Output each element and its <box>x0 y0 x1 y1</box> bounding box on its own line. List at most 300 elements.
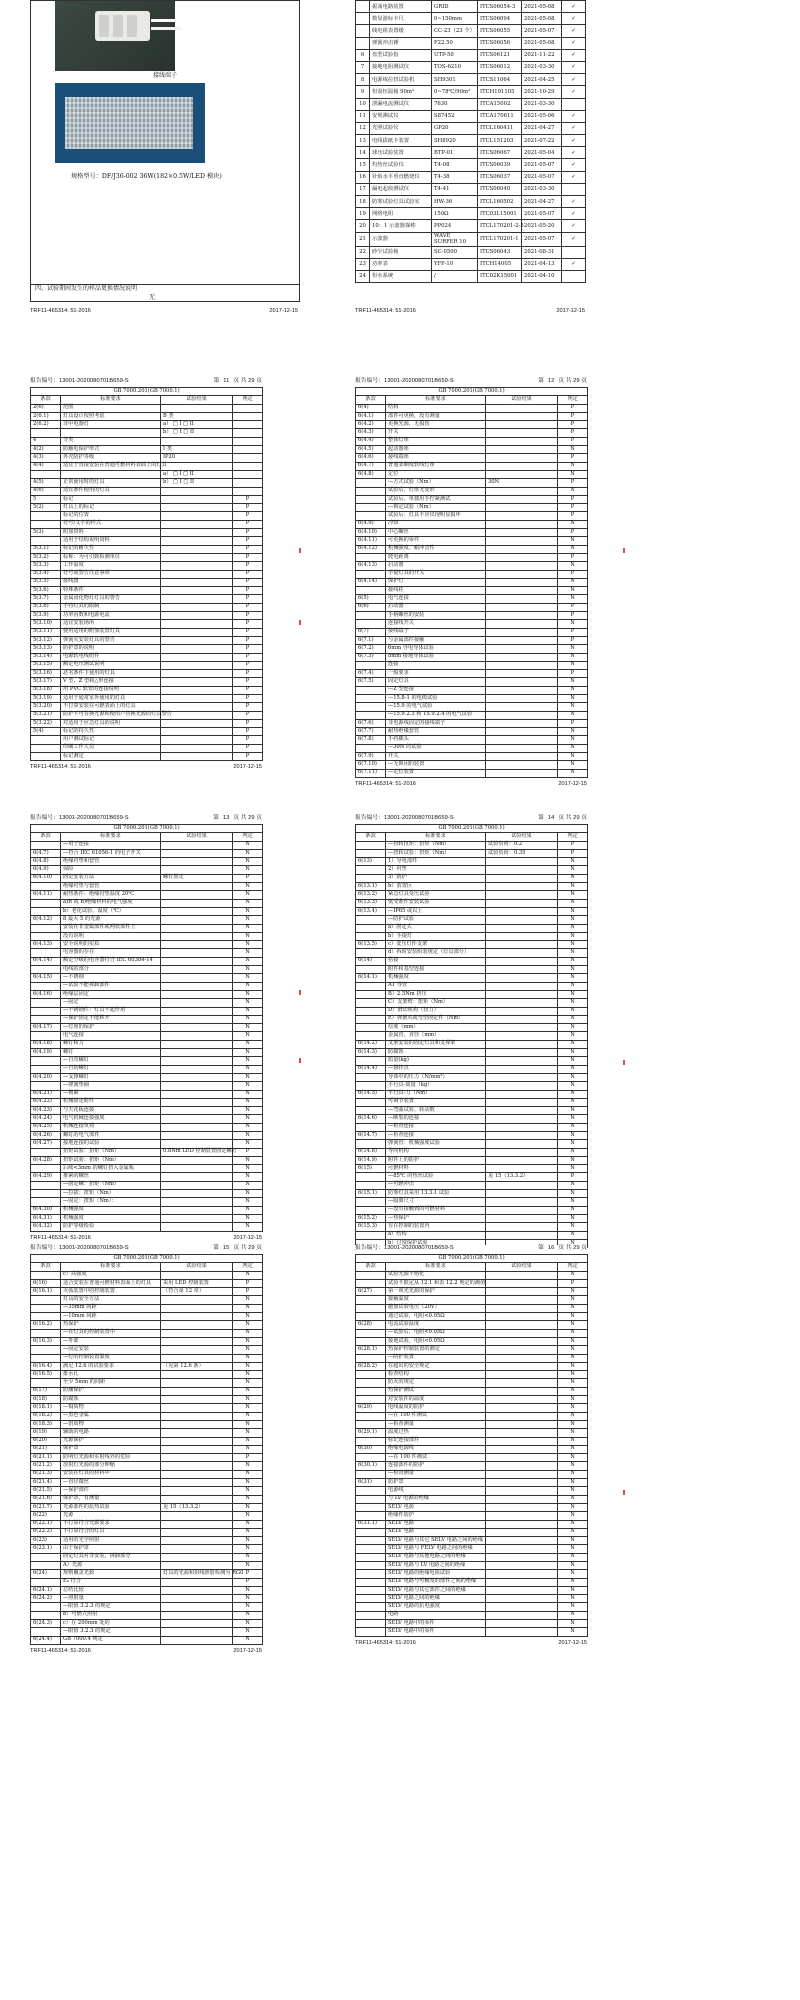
table-row <box>356 628 588 636</box>
result-cell <box>486 1603 558 1611</box>
verdict-cell: P <box>233 529 263 537</box>
clause-cell: 6(4.7) <box>356 462 386 470</box>
verdict-cell: N <box>558 1620 588 1628</box>
result-cell <box>161 628 233 636</box>
requirement-cell: 低受准件安装试验 <box>386 899 486 907</box>
requirement-cell: 防护等级检验 <box>61 1223 161 1231</box>
result-cell <box>486 1379 558 1387</box>
table-row <box>31 553 263 561</box>
clause-cell: 6(4.8) <box>356 470 386 478</box>
clause-cell: 2(6.1) <box>31 412 61 420</box>
requirement-cell: —灯座的保护 <box>61 1024 161 1032</box>
verdict-cell: P <box>233 553 263 561</box>
standard-title: GB 7000.201(GB 7000.1) <box>356 1255 588 1263</box>
requirement-cell: 平行具-质量（kg） <box>386 1082 486 1090</box>
requirement-cell: —外部 <box>61 1337 161 1345</box>
verdict-cell: N <box>558 1329 588 1337</box>
result-cell <box>486 694 558 702</box>
clause-cell <box>31 753 61 761</box>
table-row <box>31 678 263 686</box>
result-cell <box>486 1040 558 1048</box>
result-cell <box>486 1570 558 1578</box>
clause-cell: 6(6) <box>356 603 386 611</box>
table-row <box>356 537 588 545</box>
clause-cell <box>356 1371 386 1379</box>
clause-cell: 6(23.1) <box>31 1545 61 1553</box>
equipment-row <box>356 1 586 13</box>
clause-cell: 5(3.22) <box>31 719 61 727</box>
table-row <box>31 1545 263 1553</box>
verdict-cell: P <box>233 578 263 586</box>
requirement-cell: 电线温度的防护 <box>386 1404 486 1412</box>
result-cell <box>486 412 558 420</box>
result-cell <box>486 858 558 866</box>
requirement-cell: 保险 <box>61 866 161 874</box>
table-row <box>356 1032 588 1040</box>
requirement-cell: 机械固定附件 <box>61 1098 161 1106</box>
result-cell <box>161 1123 233 1131</box>
table-row <box>31 529 263 537</box>
requirement-cell: —检查连接 <box>386 1123 486 1131</box>
clause-cell <box>356 1073 386 1081</box>
clause-cell: 6(24.1) <box>31 1586 61 1594</box>
clause-cell: 6(14.4) <box>356 1065 386 1073</box>
clause-cell: 5(3.2) <box>31 553 61 561</box>
table-row <box>31 1595 263 1603</box>
clause-cell: 6(4.13) <box>31 941 61 949</box>
equipment-cell-date: 2021-05-07 <box>522 25 562 37</box>
requirement-cell: 手持灯具的限制 <box>61 603 161 611</box>
table-row <box>356 1553 588 1561</box>
verdict-cell <box>233 404 263 412</box>
result-cell <box>161 1313 233 1321</box>
equipment-cell-date: 2021-05-08 <box>522 37 562 49</box>
result-cell <box>161 1611 233 1619</box>
table-row <box>31 495 263 503</box>
column-header-result: 试验结果 <box>161 833 233 841</box>
verdict-cell: N <box>558 1024 588 1032</box>
table-row <box>356 1503 588 1511</box>
clause-cell <box>31 1190 61 1198</box>
clause-cell: 6(24.3) <box>31 1620 61 1628</box>
equipment-cell-name: 电源线拉扭试验机 <box>370 74 432 86</box>
requirement-cell: 非中电器灯 <box>61 421 161 429</box>
table-row <box>356 694 588 702</box>
table-row <box>356 620 588 628</box>
verdict-cell: P <box>233 495 263 503</box>
result-cell <box>486 728 558 736</box>
result-cell <box>161 1140 233 1148</box>
requirement-cell: 可更换的零件 <box>386 537 486 545</box>
verdict-cell: N <box>233 1371 263 1379</box>
requirement-cell: 不打算符合的灯具 <box>61 1528 161 1536</box>
table-row <box>31 545 263 553</box>
requirement-cell: —弯曲试验、转动数 <box>386 1107 486 1115</box>
result-cell <box>486 941 558 949</box>
result-cell: IP20 <box>161 454 233 462</box>
requirement-cell: 手提灯具的开关 <box>386 570 486 578</box>
table-row <box>31 1271 263 1279</box>
equipment-cell-no: 23 <box>356 258 370 270</box>
page-header <box>355 1245 587 1254</box>
report-number: 报告编号：13001-2020080701B659-S <box>30 1245 129 1251</box>
verdict-cell: P <box>233 628 263 636</box>
result-cell <box>486 1586 558 1594</box>
page-header <box>355 815 587 824</box>
equipment-cell-date: 2021-03-30 <box>522 183 562 195</box>
table-row <box>356 1346 588 1354</box>
verdict-cell: N <box>558 1412 588 1420</box>
requirement-cell: 3）防护 <box>386 874 486 882</box>
requirement-cell: 导体中的压力（N/mm²） <box>386 1073 486 1081</box>
result-cell <box>486 670 558 678</box>
equipment-cell-id: ITCS06037 <box>478 171 522 183</box>
requirement-cell: —照射量 <box>61 1595 161 1603</box>
verdict-cell: N <box>233 966 263 974</box>
verdict-cell: N <box>558 1015 588 1023</box>
verdict-cell: N <box>233 1586 263 1594</box>
table-row <box>356 587 588 595</box>
equipment-cell-no: 6 <box>356 49 370 61</box>
result-cell <box>486 595 558 603</box>
table-row <box>356 1570 588 1578</box>
table-row <box>356 553 588 561</box>
clause-cell: 5(3.3) <box>31 562 61 570</box>
clause-cell: 6(7.11) <box>356 769 386 777</box>
clause-cell: 5(3.14) <box>31 653 61 661</box>
requirement-cell: 接线端子 <box>386 628 486 636</box>
equipment-cell-id: ITCS06039 <box>478 159 522 171</box>
verdict-cell: N <box>233 1173 263 1181</box>
report-number: 报告编号：13001-2020080701B659-S <box>30 378 129 384</box>
verdict-cell: N <box>233 1024 263 1032</box>
equipment-cell-no: 10 <box>356 98 370 110</box>
verdict-cell: P <box>233 504 263 512</box>
equipment-cell-id: ITCL160411 <box>478 122 522 134</box>
verdict-cell: N <box>233 924 263 932</box>
requirement-cell: —自切螺钉 <box>61 1065 161 1073</box>
clause-cell: 6(4.32) <box>31 1223 61 1231</box>
verdict-cell: P <box>233 1578 263 1586</box>
requirement-cell: 8 最大 5 的光源 <box>61 916 161 924</box>
requirement-cell: 试验不限定从 12.1 和表 12.2 规定的测值 <box>386 1279 486 1287</box>
requirement-cell: 与天花板连接 <box>61 1107 161 1115</box>
table-row <box>31 1288 263 1296</box>
table-row <box>31 1528 263 1536</box>
clause-cell: 6(7.8) <box>356 736 386 744</box>
table-row <box>31 595 263 603</box>
verdict-cell: N <box>558 753 588 761</box>
equipment-cell-chk <box>562 270 586 282</box>
result-cell <box>486 1437 558 1445</box>
requirement-cell: 额定电压测试说明 <box>61 661 161 669</box>
clause-cell <box>31 1007 61 1015</box>
requirement-cell: 机械强度 <box>386 974 486 982</box>
clause-cell <box>356 1206 386 1214</box>
clause-cell: 6(14) <box>356 957 386 965</box>
equipment-cell-name: 数显游标卡尺 <box>370 13 432 25</box>
equipment-cell-id: ITCL151203 <box>478 135 522 147</box>
verdict-cell: N <box>233 1503 263 1511</box>
requirement-cell: A1 导管 <box>386 982 486 990</box>
equipment-cell-no: 21 <box>356 232 370 246</box>
requirement-cell: —黑色金属 <box>61 1412 161 1420</box>
verdict-cell: N <box>558 1578 588 1586</box>
clause-cell: 6(7.7) <box>356 728 386 736</box>
equipment-cell-name: 网络电阻 <box>370 208 432 220</box>
clause-cell <box>356 1123 386 1131</box>
result-cell <box>486 537 558 545</box>
requirement-cell: 固定灯具对非安装，拆卸部分 <box>61 1553 161 1561</box>
verdict-cell: P <box>233 636 263 644</box>
table-row <box>356 1512 588 1520</box>
verdict-cell: P <box>558 670 588 678</box>
table-row <box>31 932 263 940</box>
clause-cell <box>356 1337 386 1345</box>
result-cell <box>486 1131 558 1139</box>
clause-cell <box>356 661 386 669</box>
table-row <box>356 636 588 644</box>
equipment-row <box>356 49 586 61</box>
result-cell <box>161 1271 233 1279</box>
requirement-cell: 2）衬垫 <box>386 866 486 874</box>
table-row <box>31 874 263 882</box>
verdict-cell: N <box>233 1595 263 1603</box>
result-cell <box>161 849 233 857</box>
result-cell <box>486 545 558 553</box>
verdict-cell: P <box>233 1148 263 1156</box>
result-cell <box>161 1296 233 1304</box>
clause-cell: 6(4.16) <box>31 990 61 998</box>
column-header-verdict: 判定 <box>233 833 263 841</box>
equipment-cell-chk: ✓ <box>562 232 586 246</box>
verdict-cell: N <box>233 1049 263 1057</box>
table-row <box>31 1279 263 1287</box>
result-cell <box>486 562 558 570</box>
verdict-cell: P <box>233 612 263 620</box>
equipment-row <box>356 122 586 134</box>
clause-cell: 6(18.3) <box>31 1420 61 1428</box>
clause-cell <box>31 999 61 1007</box>
table-row <box>356 1470 588 1478</box>
verdict-cell <box>233 446 263 454</box>
table-row <box>31 982 263 990</box>
column-header-verdict: 判定 <box>558 833 588 841</box>
verdict-cell: N <box>558 1586 588 1594</box>
table-row <box>356 761 588 769</box>
verdict-cell: N <box>558 1288 588 1296</box>
requirement-cell: 试验光源不熔化 <box>386 1271 486 1279</box>
verdict-cell: N <box>558 1181 588 1189</box>
clause-cell: 5(3.9) <box>31 612 61 620</box>
verdict-cell: N <box>233 1057 263 1065</box>
requirement-cell: 满足 12.6 的试验要求 <box>61 1362 161 1370</box>
requirement-cell: 试验后：灯具不应出现明显损坏 <box>386 512 486 520</box>
standard-title: GB 7000.201(GB 7000.1) <box>31 388 263 396</box>
requirement-cell: 中心螺丝 <box>386 529 486 537</box>
result-cell <box>161 520 233 528</box>
column-header-result: 试验结果 <box>161 1263 233 1271</box>
table-row <box>31 1495 263 1503</box>
clause-cell: 4(6) <box>31 487 61 495</box>
clause-table <box>355 387 588 778</box>
table-row <box>356 612 588 620</box>
table-row <box>31 636 263 644</box>
equipment-cell-chk: ✓ <box>562 122 586 134</box>
table-row <box>356 686 588 694</box>
verdict-cell: N <box>233 1214 263 1222</box>
equipment-row <box>356 86 586 98</box>
report-page-equipment: 振荡电路装置 GRID ITCS06054-3 2021-05-08 ✓ 数显游标卡尺 0~150mm ITCS06094 2021-05-08 ✓ 线电阻表置缓 CC-23（23 个） ITCS06055 2021-05-07 ✓ 弹簧冲击锤 F22.50 ITCS06056 2021-05-08 ✓ 6 盘型试验指 UTP-50 ITCS06121 2021-11-22 ✓ 7 接地电阻测试仪 TOS-6210 ITCS06012 2021-03-30 ✓ 8 电源线拉扭试验机 SH9301 ITCS11064 2021-04-25 ✓ 9 恒湿恒温箱 90m³ 0~78℃/90m³ ITCH191105 2021-10-29 ✓ 10 泄漏电流测试仪 7630 ITCA15002 2021-03-30 11 安规测试仪 S87452 ITCA170611 2021-05-06 ✓ 12 光照试验仪 GP20 ITCL160411 2021-04-27 ✓ 13 电线拔纸卡装置 SH8920 ITCL151203 2021-07-22 ✓ 14 球压试验装置 BTP-01 ITCS06067 2021-05-04 ✓ 15 灼热丝试验仪 T4-08 ITCS06039 2021-05-07 ✓ 16 针焰水平垂直燃烧仪 T4-38 ITCS06037 2021-05-07 ✓ 17 漏电起痕测试仪 T4-41 ITCS06040 2021-03-30 18 防雾试验灯具试验室 HW-36 ITCL160502 2021-04-27 ✓ 19 网络电阻 150Ω ITC03L15001 2021-05-07 ✓ 20 10：1 示波器探棒 PP024 ITCL170201-2-5 2021-05-20 ✓ 21 示波器 WAVE SURFER 10 ITCL170201-1 2021-05-07 ✓ 22 砂尘试验箱 SC-0500 ITCS06043 2021-08-31 23 功率表 YFF-10 ITCH14005 2021-04-13 ✓ 24 恒水系统 / ITC02K15001 2021-04-10 TRF11-465314: 51-2016 2017-12-15 <box>355 0 590 320</box>
column-header-verdict: 判定 <box>558 1263 588 1271</box>
verdict-cell: N <box>558 866 588 874</box>
page-number: 第 14 页 共 29 页 <box>538 815 587 821</box>
table-row <box>31 446 263 454</box>
equipment-cell-no: 7 <box>356 61 370 73</box>
column-header-row <box>356 833 588 841</box>
photo-frame <box>30 0 300 302</box>
equipment-table <box>355 0 586 283</box>
clause-cell <box>356 612 386 620</box>
result-cell <box>161 1545 233 1553</box>
result-cell <box>486 1271 558 1279</box>
equipment-cell-date: 2021-05-07 <box>522 232 562 246</box>
requirement-cell: D）滑动机构（扭力） <box>386 1007 486 1015</box>
result-cell <box>486 1445 558 1453</box>
table-row <box>31 537 263 545</box>
clause-cell <box>356 924 386 932</box>
verdict-cell: N <box>233 999 263 1007</box>
verdict-cell: N <box>233 1603 263 1611</box>
page-number: 第 15 页 共 29 页 <box>213 1245 262 1251</box>
table-row <box>31 849 263 857</box>
edge-mark <box>299 620 301 625</box>
result-cell: I 类 <box>161 446 233 454</box>
table-row <box>356 1321 588 1329</box>
page-header <box>30 378 262 387</box>
requirement-cell: 绝缘衬垫与套管 <box>61 883 161 891</box>
clause-cell: 6(4.2) <box>356 421 386 429</box>
result-cell <box>161 1620 233 1628</box>
result-cell <box>486 1140 558 1148</box>
table-row <box>31 1586 263 1594</box>
verdict-cell: P <box>233 719 263 727</box>
requirement-cell: 启动器 <box>386 562 486 570</box>
verdict-cell <box>233 437 263 445</box>
report-number: 报告编号：13001-2020080701B659-S <box>30 815 129 821</box>
requirement-cell: 安全说明的实质 <box>61 941 161 949</box>
verdict-cell: N <box>233 1123 263 1131</box>
clause-cell: 6(4.14) <box>356 578 386 586</box>
result-cell <box>486 874 558 882</box>
table-row <box>356 603 588 611</box>
equipment-cell-name: 光照试验仪 <box>370 122 432 134</box>
clause-cell: 6(31.1) <box>356 1520 386 1528</box>
result-cell <box>161 1537 233 1545</box>
requirement-cell: GB 7000.4 规定 <box>61 1636 161 1644</box>
clause-cell: 6(7.4) <box>356 670 386 678</box>
clause-cell: 4(4) <box>31 462 61 470</box>
clause-cell <box>356 1140 386 1148</box>
result-cell <box>486 1628 558 1636</box>
verdict-cell: P <box>558 412 588 420</box>
equipment-cell-id: ITCL160502 <box>478 196 522 208</box>
verdict-cell: P <box>233 587 263 595</box>
clause-cell: 4(3) <box>31 454 61 462</box>
verdict-cell: N <box>233 1495 263 1503</box>
verdict-cell: N <box>558 1165 588 1173</box>
requirement-cell: 标称：为可引致检测单位 <box>61 553 161 561</box>
requirement-cell: 放射灯光源的部分伸缩 <box>61 1462 161 1470</box>
requirement-cell: 扭矩试验：扭矩（Nm） <box>61 1156 161 1164</box>
requirement-cell: 接线柱 <box>386 587 486 595</box>
table-row <box>31 703 263 711</box>
column-header-req: 标准要求 <box>61 833 161 841</box>
requirement-cell: B）2.5Nm 挤压 <box>386 990 486 998</box>
verdict-cell: N <box>233 957 263 965</box>
requirement-cell: 6mm 导电导体试验 <box>386 645 486 653</box>
equipment-cell-date: 2021-03-30 <box>522 61 562 73</box>
column-header-req: 标准要求 <box>386 833 486 841</box>
equipment-cell-no <box>356 13 370 25</box>
result-cell <box>486 437 558 445</box>
clause-cell: 6(13.2) <box>356 891 386 899</box>
equipment-cell-date: 2021-05-20 <box>522 220 562 232</box>
equipment-cell-name: 10：1 示波器探棒 <box>370 220 432 232</box>
requirement-cell: 适用于通常室外使用的灯具 <box>61 694 161 702</box>
result-cell <box>161 504 233 512</box>
clause-cell: 6(24) <box>31 1570 61 1578</box>
table-row <box>356 874 588 882</box>
page-header <box>30 1245 262 1254</box>
verdict-cell: P <box>558 603 588 611</box>
verdict-cell: P <box>233 645 263 653</box>
result-cell <box>486 1107 558 1115</box>
result-cell <box>161 883 233 891</box>
clause-cell: 6(7.2) <box>356 645 386 653</box>
verdict-cell: N <box>558 1223 588 1231</box>
clause-cell <box>31 1148 61 1156</box>
equipment-cell-name: 示波器 <box>370 232 432 246</box>
clause-cell: 6(7.5) <box>356 678 386 686</box>
requirement-cell: 标记的持久性 <box>61 728 161 736</box>
requirement-cell: 搭接 <box>386 957 486 965</box>
verdict-cell: N <box>558 1387 588 1395</box>
requirement-cell: 更换光源，无损伤 <box>386 421 486 429</box>
equipment-cell-date: 2021-05-07 <box>522 208 562 220</box>
requirement-cell: 恶劣条件下使用的灯具 <box>61 670 161 678</box>
table-row <box>31 1404 263 1412</box>
verdict-cell: P <box>233 1570 263 1578</box>
equipment-cell-date: 2021-04-10 <box>522 270 562 282</box>
result-cell <box>486 454 558 462</box>
clause-cell <box>356 1057 386 1065</box>
requirement-cell: 防护不可替换光源和使用户替换光源的灯具警告 <box>61 711 161 719</box>
requirement-cell: 绝缘衬垫和套管 <box>61 858 161 866</box>
verdict-cell: N <box>233 1512 263 1520</box>
result-cell <box>486 1007 558 1015</box>
verdict-cell: N <box>233 1445 263 1453</box>
requirement-cell: —15.8-1 的电缆试验 <box>386 694 486 702</box>
equipment-cell-date: 2021-04-25 <box>522 74 562 86</box>
table-row <box>356 1223 588 1231</box>
requirement-cell: 可调节装置 <box>386 1098 486 1106</box>
verdict-cell: P <box>233 1279 263 1287</box>
result-cell <box>486 636 558 644</box>
requirement-cell: —试验不能拆卸部件 <box>61 982 161 990</box>
result-cell <box>161 1115 233 1123</box>
result-cell <box>486 974 558 982</box>
